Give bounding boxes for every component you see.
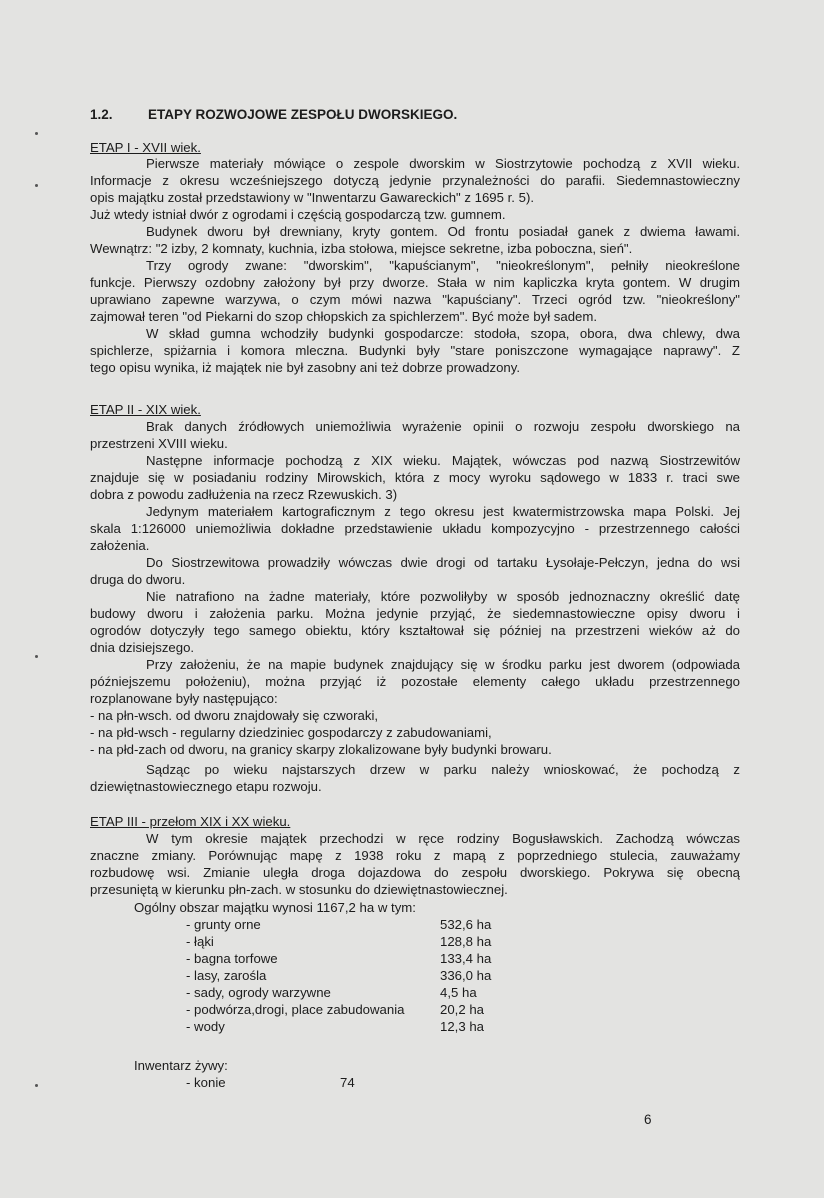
- paragraph-line: Pierwsze materiały mówiące o zespole dworskim w Siostrzytowie pochodzą z XVII wieku.: [146, 156, 740, 171]
- land-use-value: 128,8 ha: [440, 934, 492, 949]
- paragraph-line: Nie natrafiono na żadne materiały, które pozwoliłyby w sposób jednoznaczny określić datę: [146, 589, 740, 604]
- land-use-label: - lasy, zarośla: [186, 968, 267, 983]
- paragraph-line: Informacje z okresu wcześniejszego dotyczą jedynie przynależności do parafii. Siedemnastowieczny: [90, 173, 740, 188]
- paragraph-line: Następne informacje pochodzą z XIX wieku. Majątek, wówczas pod nazwą Siostrzewitów: [146, 453, 740, 468]
- land-use-value: 133,4 ha: [440, 951, 492, 966]
- land-use-label: - bagna torfowe: [186, 951, 278, 966]
- paragraph-line: Budynek dworu był drewniany, kryty gontem. Od frontu posiadał ganek z dwiema ławami.: [146, 224, 740, 239]
- paragraph-line: druga do dworu.: [90, 572, 186, 587]
- paragraph-line: późniejszemu położeniu), można przyjąć iż pozostałe elementy całego układu przestrzennego: [90, 674, 740, 689]
- paragraph-line: funkcje. Pierwszy ozdobny założony był przy dworze. Stała w nim kapliczka kryta gontem. W drugim: [90, 275, 740, 290]
- land-use-value: 20,2 ha: [440, 1002, 484, 1017]
- paragraph-line: opis majątku został przedstawiony w "Inwentarzu Gawareckich" z 1695 r. 5).: [90, 190, 535, 205]
- paragraph-line: Sądząc po wieku najstarszych drzew w parku należy wnioskować, że pochodzą z: [146, 762, 740, 777]
- area-intro: Ogólny obszar majątku wynosi 1167,2 ha w tym:: [134, 900, 416, 915]
- paragraph-line: spichlerze, spiżarnia i komora mleczna. Budynki były "stare poniszczone wymagające naprawy". Z: [90, 343, 740, 358]
- scan-speck: [35, 184, 38, 187]
- scan-speck: [35, 132, 38, 135]
- stage-heading: ETAP III - przełom XIX i XX wieku.: [90, 814, 291, 829]
- paragraph-line: Przy założeniu, że na mapie budynek znajdujący się w środku parku jest dworem (odpowiada: [146, 657, 740, 672]
- paragraph-line: budowy dworu i założenia parku. Można jedynie przyjąć, że siedemnastowieczne opisy dworu i: [90, 606, 740, 621]
- land-use-value: 336,0 ha: [440, 968, 492, 983]
- paragraph-line: W tym okresie majątek przechodzi w ręce rodziny Bogusławskich. Zachodzą wówczas: [146, 831, 740, 846]
- paragraph-line: Wewnątrz: "2 izby, 2 komnaty, kuchnia, izba stołowa, miejsce sekretne, izba poboczna, sień".: [90, 241, 633, 256]
- paragraph-line: uprawiano zapewne warzywa, o czym mówi nazwa "kapuściany". Trzeci ogród tzw. "nieokreślony": [90, 292, 740, 307]
- paragraph-line: znajduje się w posiadaniu rodziny Mirowskich, która z mocy wyroku sądowego w 1833 r. traci swe: [90, 470, 740, 485]
- livestock-label: - konie: [186, 1075, 226, 1090]
- livestock-value: 74: [340, 1075, 355, 1090]
- paragraph-line: W skład gumna wchodziły budynki gospodarcze: stodoła, szopa, obora, dwa chlewy, dwa: [146, 326, 740, 341]
- land-use-value: 532,6 ha: [440, 917, 492, 932]
- land-use-label: - podwórza,drogi, place zabudowania: [186, 1002, 405, 1017]
- paragraph-line: zajmował teren "od Piekarni do szop chłopskich za spichlerzem". Być może był sadem.: [90, 309, 598, 324]
- paragraph-line: Do Siostrzewitowa prowadziły wówczas dwie drogi od tartaku Łysołaje-Pełczyn, jedna do wsi: [146, 555, 740, 570]
- stage-heading: ETAP I - XVII wiek.: [90, 140, 201, 155]
- land-use-label: - sady, ogrody warzywne: [186, 985, 331, 1000]
- livestock-intro: Inwentarz żywy:: [134, 1058, 228, 1073]
- scan-speck: [35, 1084, 38, 1087]
- paragraph-line: tego opisu wynika, iż majątek nie był zasobny ani też dobrze prowadzony.: [90, 360, 521, 375]
- paragraph-line: rozbudowę wsi. Zmianie uległa droga dojazdowa do zespołu dworskiego. Pokrywa się obecną: [90, 865, 740, 880]
- paragraph-line: założenia.: [90, 538, 150, 553]
- paragraph-line: przesuniętą w kierunku płn-zach. w stosunku do dziewiętnastowiecznej.: [90, 882, 508, 897]
- paragraph-line: rozplanowane były następująco:: [90, 691, 278, 706]
- paragraph-line: dziewiętnastowiecznego etapu rozwoju.: [90, 779, 322, 794]
- list-item: - na płd-wsch - regularny dziedziniec gospodarczy z zabudowaniami,: [90, 725, 492, 740]
- land-use-label: - łąki: [186, 934, 214, 949]
- stage-heading: ETAP II - XIX wiek.: [90, 402, 201, 417]
- paragraph-line: przestrzeni XVIII wieku.: [90, 436, 228, 451]
- paragraph-line: Jedynym materiałem kartograficznym z tego okresu jest kwatermistrzowska mapa Polski. Jej: [146, 504, 740, 519]
- scan-speck: [35, 655, 38, 658]
- list-item: - na płn-wsch. od dworu znajdowały się czworaki,: [90, 708, 379, 723]
- land-use-value: 4,5 ha: [440, 985, 477, 1000]
- list-item: - na płd-zach od dworu, na granicy skarpy zlokalizowane były budynki browaru.: [90, 742, 552, 757]
- page-number: 6: [644, 1112, 652, 1127]
- paragraph-line: dnia dzisiejszego.: [90, 640, 195, 655]
- paragraph-line: Brak danych źródłowych uniemożliwia wyrażenie opinii o rozwoju zespołu dworskiego na: [146, 419, 740, 434]
- paragraph-line: ogrodów dotyczyły tego samego obiektu, który kształtował się później na przestrzeni wieków aż do: [90, 623, 740, 638]
- land-use-value: 12,3 ha: [440, 1019, 484, 1034]
- paragraph-line: Trzy ogrody zwane: "dworskim", "kapuścianym", "nieokreślonym", pełniły nieokreślone: [146, 258, 740, 273]
- paragraph-line: skala 1:126000 uniemożliwia dokładne przedstawienie układu kompozycyjno - przestrzennego całości: [90, 521, 740, 536]
- paragraph-line: znaczne zmiany. Porównując mapę z 1938 roku z mapą z poprzedniego stulecia, zauważamy: [90, 848, 740, 863]
- paragraph-line: dobra z powodu zadłużenia na rzecz Rzewuskich. 3): [90, 487, 398, 502]
- section-title: 1.2. ETAPY ROZWOJOWE ZESPOŁU DWORSKIEGO.: [90, 107, 458, 122]
- land-use-label: - wody: [186, 1019, 225, 1034]
- paragraph-line: Już wtedy istniał dwór z ogrodami i częścią gospodarczą tzw. gumnem.: [90, 207, 506, 222]
- land-use-label: - grunty orne: [186, 917, 261, 932]
